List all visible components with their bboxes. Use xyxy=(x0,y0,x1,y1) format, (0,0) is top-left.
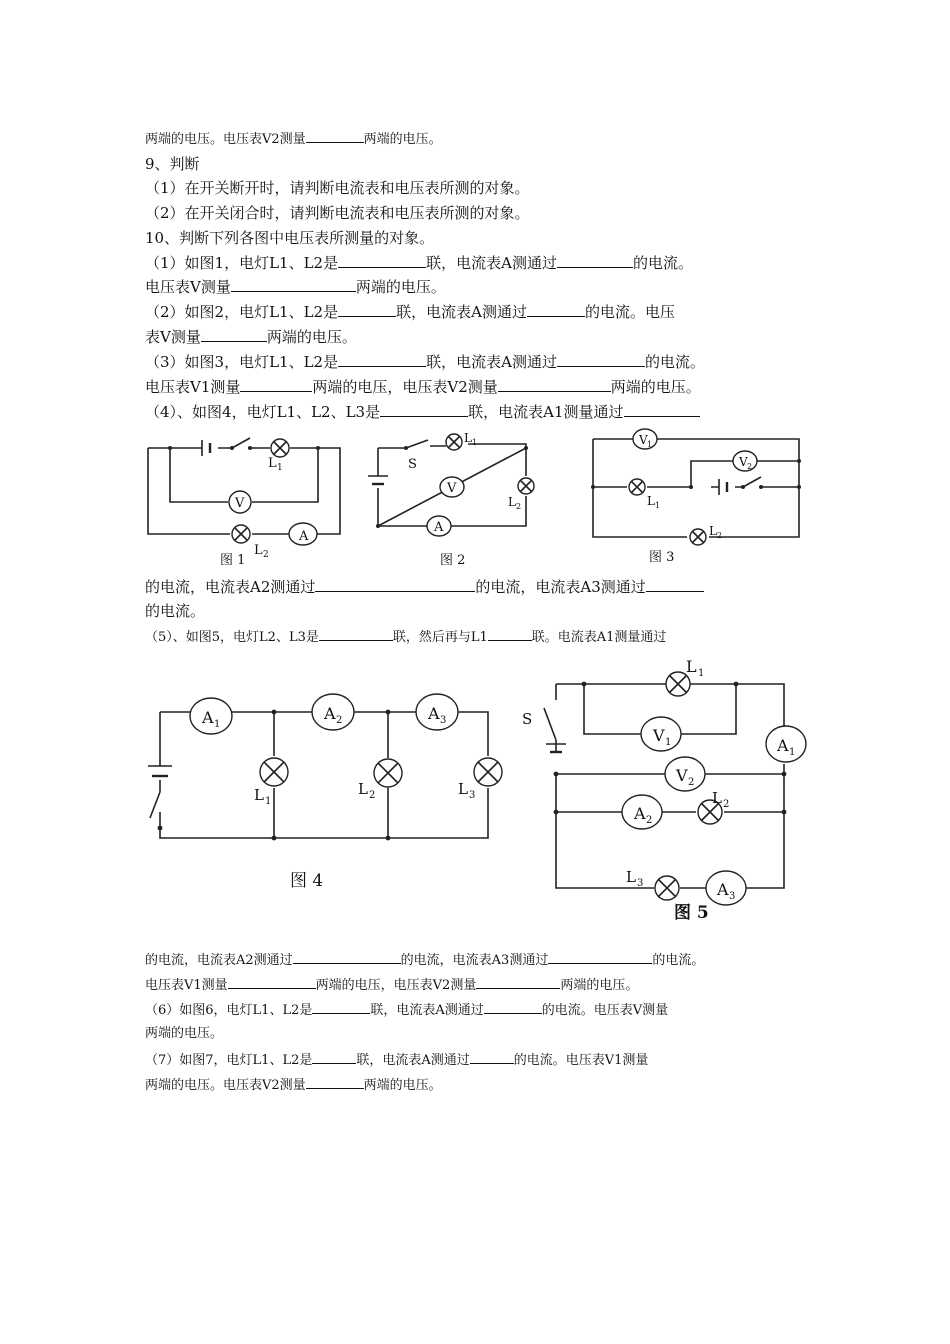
text: 联，电流表A测通过 xyxy=(426,254,557,272)
q10-s7-line2 xyxy=(145,1074,442,1096)
label-L2: L xyxy=(254,543,263,558)
q9-title: 9、判断 xyxy=(145,155,200,173)
text: 两端的电压。 xyxy=(363,1078,442,1093)
q10-s6-line1 xyxy=(145,999,668,1021)
text: 联，电流表A测通过 xyxy=(396,303,527,321)
text: 的电流，电流表A3测通过 xyxy=(475,578,646,596)
label-A3: A xyxy=(717,880,729,899)
label-sub: 1 xyxy=(665,737,672,748)
figure-5 xyxy=(518,657,808,925)
label-V2: V xyxy=(676,766,688,785)
answer-blank[interactable] xyxy=(312,1049,356,1064)
text: 的电流。 xyxy=(632,254,693,272)
label-L2: L xyxy=(508,495,516,509)
text: 的电流，电流表A2测通过 xyxy=(145,578,316,596)
q10-title: 10、判断下列各图中电压表所测量的对象。 xyxy=(145,229,435,247)
answer-blank[interactable] xyxy=(293,949,401,964)
answer-blank[interactable] xyxy=(470,1049,514,1064)
label-S: S xyxy=(408,457,417,472)
label-L1: L xyxy=(686,657,697,676)
label-sub: 3 xyxy=(469,790,476,801)
lamp-L1 xyxy=(260,758,288,786)
text: 两端的电压。 xyxy=(355,278,446,296)
answer-blank[interactable] xyxy=(498,377,611,392)
label-sub: 2 xyxy=(263,550,269,560)
label-A1: A xyxy=(777,736,789,755)
figure-4 xyxy=(140,682,500,897)
label-L1: L xyxy=(647,494,655,508)
label-sub: 1 xyxy=(265,796,272,807)
label-L2: L xyxy=(712,789,722,807)
q8-tail xyxy=(145,128,442,150)
label-L2: L xyxy=(709,524,717,538)
lamp-L3 xyxy=(655,876,679,900)
text: 联，电流表A测通过 xyxy=(426,353,557,371)
lamp-L3 xyxy=(474,758,502,786)
label-sub: 2 xyxy=(336,715,343,726)
label-A2: A xyxy=(324,704,336,723)
label-sub: 2 xyxy=(688,777,695,788)
q10-s5-line2 xyxy=(145,949,704,971)
label-S: S xyxy=(522,710,533,728)
answer-blank[interactable] xyxy=(312,999,370,1014)
lamp-L1 xyxy=(629,479,645,495)
answer-blank[interactable] xyxy=(338,253,426,268)
text: 的电流。 xyxy=(644,353,705,371)
lamp-L1 xyxy=(271,439,289,457)
label-A: A xyxy=(434,520,444,535)
label-A3: A xyxy=(428,704,440,723)
label-A2: A xyxy=(634,804,646,823)
label-L2: L xyxy=(358,780,368,798)
text: （7）如图7，电灯L1、L2是 xyxy=(145,1053,313,1068)
answer-blank[interactable] xyxy=(315,577,475,592)
text: 两端的电压。电压表V2测量 xyxy=(145,132,306,147)
lamp-L2 xyxy=(232,525,250,543)
q10-s2-line2 xyxy=(145,327,357,347)
q10-s5-line1 xyxy=(145,626,666,648)
answer-blank[interactable] xyxy=(306,1074,364,1089)
caption-fig2: 图 2 xyxy=(440,553,466,568)
label-sub: 2 xyxy=(369,790,376,801)
label-L1: L xyxy=(254,786,264,804)
text: 的电流，电流表A2测通过 xyxy=(145,953,293,968)
answer-blank[interactable] xyxy=(201,327,267,342)
text: 联，电流表A测通过 xyxy=(356,1053,470,1068)
answer-blank[interactable] xyxy=(548,949,652,964)
answer-blank[interactable] xyxy=(476,974,560,989)
answer-blank[interactable] xyxy=(624,402,700,417)
text: 电压表V1测量 xyxy=(145,378,241,396)
q10-s5-line3 xyxy=(145,974,638,996)
label-V2: V xyxy=(739,455,748,469)
answer-blank[interactable] xyxy=(488,626,532,641)
text: 联，电流表A1测量通过 xyxy=(468,403,624,421)
label-sub: 1 xyxy=(472,438,478,447)
q10-s1-line2 xyxy=(145,277,446,297)
answer-blank[interactable] xyxy=(380,402,468,417)
q10-s1-line1 xyxy=(145,253,693,273)
text: 的电流。电压表V测量 xyxy=(541,1003,669,1018)
figure-2 xyxy=(368,430,548,570)
caption-fig5: 图 5 xyxy=(674,903,709,923)
answer-blank[interactable] xyxy=(228,974,316,989)
text: 两端的电压。 xyxy=(266,328,357,346)
q10-s6-line2: 两端的电压。 xyxy=(145,1026,224,1041)
answer-blank[interactable] xyxy=(240,377,312,392)
q9-p1: （1）在开关断开时，请判断电流表和电压表所测的对象。 xyxy=(145,179,530,197)
label-V: V xyxy=(447,481,457,496)
label-V1: V xyxy=(653,726,665,745)
answer-blank[interactable] xyxy=(484,999,542,1014)
label-A: A xyxy=(299,529,309,544)
label-sub: 2 xyxy=(723,799,730,810)
lamp-L2 xyxy=(690,529,706,545)
text: 两端的电压。电压表V2测量 xyxy=(145,1078,306,1093)
text: （5）、如图5，电灯L2、L3是 xyxy=(145,630,319,645)
text: （2）如图2，电灯L1、L2是 xyxy=(145,303,339,321)
label-sub: 1 xyxy=(647,440,653,449)
label-L1: L xyxy=(268,456,277,471)
text: 联。电流表A1测量通过 xyxy=(531,630,667,645)
q10-s7-line1 xyxy=(145,1049,648,1071)
text: （4）、如图4，电灯L1、L2、L3是 xyxy=(145,403,381,421)
text: 联，然后再与L1 xyxy=(392,630,488,645)
caption-fig3: 图 3 xyxy=(649,550,675,565)
text: 的电流。电压 xyxy=(584,303,675,321)
label-V: V xyxy=(235,496,245,511)
label-sub: 2 xyxy=(717,531,723,540)
label-sub: 3 xyxy=(729,891,736,902)
label-sub: 1 xyxy=(655,501,661,510)
q10-s4-line2 xyxy=(145,577,704,597)
label-sub: 1 xyxy=(277,463,283,473)
q10-s4-line1 xyxy=(145,402,700,422)
caption-fig1: 图 1 xyxy=(220,553,246,568)
label-sub: 1 xyxy=(214,719,221,730)
label-sub: 3 xyxy=(440,715,447,726)
figure-1 xyxy=(140,430,350,570)
lamp-L2 xyxy=(374,759,402,787)
q9-p2: （2）在开关闭合时，请判断电流表和电压表所测的对象。 xyxy=(145,204,530,222)
answer-blank[interactable] xyxy=(557,253,633,268)
q10-s3-line2 xyxy=(145,377,701,397)
answer-blank[interactable] xyxy=(231,277,356,292)
text: （1）如图1，电灯L1、L2是 xyxy=(145,254,339,272)
text: 电压表V测量 xyxy=(145,278,231,296)
label-L1: L xyxy=(464,431,472,445)
caption-fig4: 图 4 xyxy=(290,871,324,891)
label-sub: 2 xyxy=(747,462,753,471)
label-L3: L xyxy=(458,780,468,798)
text: 的电流，电流表A3测通过 xyxy=(400,953,549,968)
answer-blank[interactable] xyxy=(557,352,645,367)
text: 联，电流表A测通过 xyxy=(370,1003,484,1018)
text: 的电流。电压表V1测量 xyxy=(513,1053,649,1068)
answer-blank[interactable] xyxy=(319,626,393,641)
label-sub: 3 xyxy=(637,878,644,889)
text: 两端的电压，电压表V2测量 xyxy=(312,378,498,396)
answer-blank[interactable] xyxy=(527,302,585,317)
label-sub: 2 xyxy=(516,502,522,511)
figure-3 xyxy=(585,425,815,565)
text: 两端的电压。 xyxy=(610,378,701,396)
label-L3: L xyxy=(626,868,636,886)
lamp-L1 xyxy=(446,434,462,450)
answer-blank[interactable] xyxy=(338,352,426,367)
text: （3）如图3，电灯L1、L2是 xyxy=(145,353,339,371)
text: 两端的电压。 xyxy=(363,132,442,147)
answer-blank[interactable] xyxy=(646,577,704,592)
lamp-L2 xyxy=(518,478,534,494)
text: 的电流。 xyxy=(652,953,705,968)
label-sub: 2 xyxy=(646,815,653,826)
text: 表V测量 xyxy=(145,328,201,346)
q10-s4-line3: 的电流。 xyxy=(145,602,206,620)
q10-s3-line1 xyxy=(145,352,705,372)
q10-s2-line1 xyxy=(145,302,675,322)
answer-blank[interactable] xyxy=(338,302,396,317)
text: 两端的电压。 xyxy=(560,978,639,993)
label-sub: 1 xyxy=(789,747,796,758)
label-sub: 1 xyxy=(698,668,705,679)
answer-blank[interactable] xyxy=(306,128,364,143)
text: （6）如图6，电灯L1、L2是 xyxy=(145,1003,313,1018)
text: 电压表V1测量 xyxy=(145,978,228,993)
label-A1: A xyxy=(202,708,214,727)
text: 两端的电压，电压表V2测量 xyxy=(315,978,477,993)
label-V1: V xyxy=(639,433,648,447)
